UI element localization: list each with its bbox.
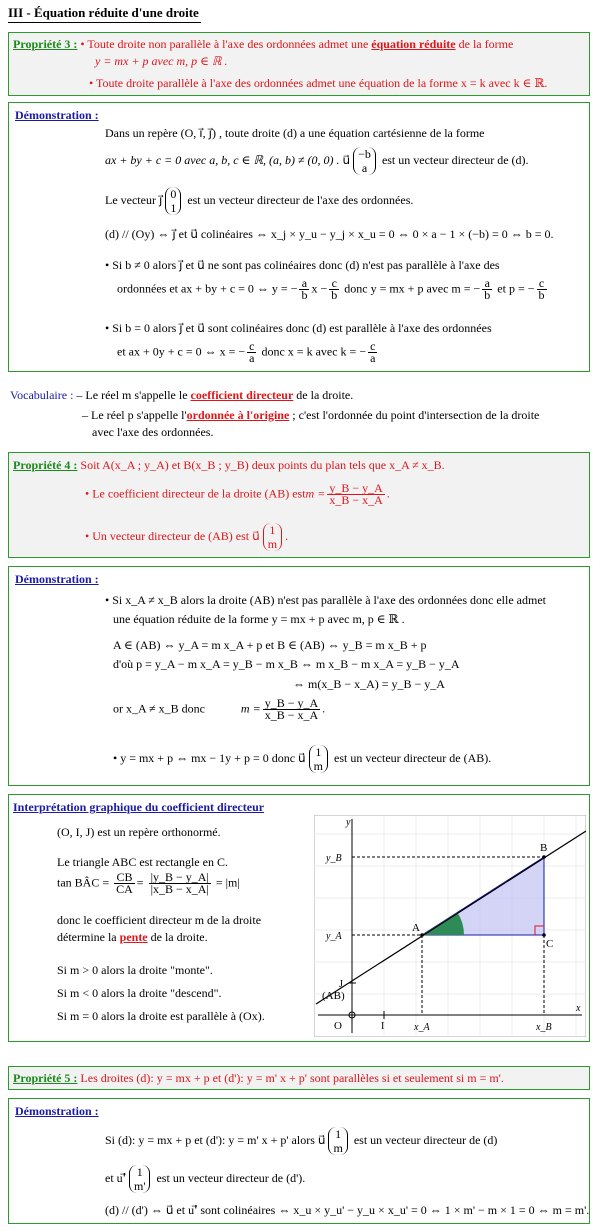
point-c	[542, 933, 546, 937]
vector-u-ab-demo: 1 m	[309, 745, 328, 773]
property-4-line-2: • Le coefficient directeur de la droite (AB) estm = $\frac{y\_B - y\_A}{x\_B - x\_A}$ .	[85, 481, 390, 507]
demo2-line-1: • Si x_A ≠ x_B alors la droite (AB) n'est pas parallèle à l'axe des ordonnées donc elle admet	[105, 593, 546, 607]
demo1-line-6: ordonnées et ax + by + c = 0 ⇔ y = − $\frac{a}{b}$ x − $\frac{c}{b}$ donc y = mx + p avec m = − $\frac{a}{b}$ et p = − $\frac{c}{b}$	[117, 276, 545, 302]
demonstration-3-box	[8, 1098, 590, 1224]
label-x-axis: x	[576, 1003, 581, 1014]
interp-line-5: détermine la pente de la droite.	[57, 930, 208, 944]
demo2-line-5: ⇔ m(x_B − x_A) = y_B − y_A	[293, 677, 445, 691]
interp-line-8: Si m = 0 alors la droite est parallèle à (Ox).	[57, 1009, 265, 1023]
property-5-label: Propriété 5 :	[13, 1071, 78, 1085]
interp-line-7: Si m < 0 alors la droite "descend".	[57, 986, 222, 1000]
demo3-line-3: (d) // (d') ⇔ u⃗ et u'⃗ sont colinéaires ⇔ x_u × y_u' − y_u × x_u' = 0 ⇔ 1 × m' − m × 1 = 0 ⇔ m = m'.	[105, 1203, 590, 1217]
interp-line-6: Si m > 0 alors la droite "monte".	[57, 963, 213, 977]
demo2-line-7: • y = mx + p ⇔ mx − 1y + p = 0 donc u⃗ 1 m est un vecteur directeur de (AB).	[113, 745, 492, 773]
cartesian-equation: ax + by + c = 0 avec a, b, c ∈ ℝ, (a, b) ≠ (0, 0) .	[105, 152, 340, 167]
demo1-line-1: Dans un repère (O, i⃗, j⃗) , toute droite (d) a une équation cartésienne de la forme	[105, 126, 485, 140]
vector-u-ab: 1 m	[263, 523, 282, 551]
title-underline	[8, 22, 201, 23]
label-b: B	[540, 842, 548, 854]
demo2-line-4: d'où p = y_A − m x_A = y_B − m x_B ⇔ m x_B − m x_A = y_B − y_A	[113, 657, 460, 671]
label-y-axis: y	[346, 817, 351, 828]
property-4-box	[8, 452, 590, 558]
label-ya: y_A	[326, 931, 342, 942]
property-3-bullet-2: • Toute droite parallèle à l'axe des ordonnées admet une équation de la forme x = k avec k ∈ ℝ.	[89, 76, 548, 90]
property-5-box	[8, 1066, 590, 1090]
demonstration-3-label: Démonstration :	[15, 1104, 99, 1118]
label-line-ab: (AB)	[322, 990, 345, 1002]
label-i: I	[381, 1021, 385, 1032]
vector-u-d: 1 m	[328, 1127, 347, 1155]
demonstration-1-label: Démonstration :	[15, 108, 99, 122]
vector-j: 0 1	[165, 187, 181, 215]
page-title: III - Équation réduite d'une droite	[8, 5, 199, 20]
graphic-interpretation-box	[8, 794, 590, 1042]
key-term-reduced-equation: équation réduite	[371, 37, 456, 51]
property-4-line-1: Soit A(x_A ; y_A) et B(x_B ; y_B) deux points du plan tels que x_A ≠ x_B.	[80, 458, 445, 472]
demo2-line-2: une équation réduite de la forme y = mx + p avec m, p ∈ ℝ .	[113, 612, 405, 626]
vocabulary-line-1: Vocabulaire : – Le réel m s'appelle le coefficient directeur de la droite.	[10, 388, 354, 402]
label-yb: y_B	[326, 853, 342, 864]
label-o: O	[334, 1020, 342, 1032]
slope-graph	[314, 815, 586, 1037]
demo2-line-3: A ∈ (AB) ⇔ y_A = m x_A + p et B ∈ (AB) ⇔ y_B = m x_B + p	[113, 638, 427, 652]
interp-line-4: donc le coefficient directeur m de la droite	[57, 913, 262, 927]
vocabulary-line-2: – Le réel p s'appelle l'ordonnée à l'origine ; c'est l'ordonnée du point d'intersection de la droite	[82, 408, 540, 422]
demo1-line-4: (d) // (Oy) ⇔ j⃗ et u⃗ colinéaires ⇔ x_j × y_u − y_j × x_u = 0 ⇔ 0 × a − 1 × (−b) = 0 ⇔ b = 0.	[105, 227, 554, 241]
demo1-line-3: Le vecteur j⃗ 0 1 est un vecteur directeur de l'axe des ordonnées.	[105, 187, 414, 215]
demo1-line-5: • Si b ≠ 0 alors j⃗ et u⃗ ne sont pas colinéaires donc (d) n'est pas parallèle à l'axe des	[105, 258, 500, 272]
graphic-interpretation-label: Interprétation graphique du coefficient directeur	[13, 800, 265, 814]
demo2-line-6: or x_A ≠ x_B donc m = $\frac{y\_B - y\_A}{x\_B - x\_A}$ .	[113, 696, 326, 722]
label-a: A	[412, 922, 420, 934]
property-4-label: Propriété 4 :	[13, 458, 78, 472]
interp-line-2: Le triangle ABC est rectangle en C.	[57, 855, 228, 869]
property-3-bullet-1: • Toute droite non parallèle à l'axe des ordonnées admet une	[80, 37, 369, 51]
property-3-bullet-1-end: de la forme	[458, 37, 514, 51]
demonstration-2-label: Démonstration :	[15, 572, 99, 586]
property-4-line-3: • Un vecteur directeur de (AB) est u⃗ 1 m .	[85, 523, 289, 551]
interp-line-1: (O, I, J) est un repère orthonormé.	[57, 825, 221, 839]
demo1-line-2: ax + by + c = 0 avec a, b, c ∈ ℝ, (a, b) ≠ (0, 0) . u⃗ −b a est un vecteur directeur de (d).	[105, 147, 529, 175]
demo3-line-2: et u'⃗ 1 m' est un vecteur directeur de (d').	[105, 1165, 306, 1193]
label-c: C	[546, 938, 554, 950]
demonstration-1-box	[8, 102, 590, 372]
key-term-intercept: ordonnée à l'origine	[186, 408, 290, 422]
demo1-line-8: et ax + 0y + c = 0 ⇔ x = − $\frac{c}{a}$ donc x = k avec k = − $\frac{c}{a}$	[117, 339, 376, 365]
interp-line-3: tan BÂC = $\frac{CB}{CA}$ = $\frac{|y\_B - y\_A|}{|x\_B - x\_A|}$ = |m|	[57, 870, 240, 896]
label-xb: x_B	[536, 1022, 552, 1033]
property-3-box	[8, 32, 590, 96]
demo1-line-7: • Si b = 0 alors j⃗ et u⃗ sont colinéaires donc (d) est parallèle à l'axe des ordonnées	[105, 321, 492, 335]
demo1-line-2-end: est un vecteur directeur de (d).	[381, 152, 529, 167]
property-3-label: Propriété 3 :	[13, 37, 78, 51]
demo3-line-1: Si (d): y = mx + p et (d'): y = m' x + p' alors u⃗ 1 m est un vecteur directeur de (d)	[105, 1127, 498, 1155]
vector-u-prime: 1 m'	[129, 1165, 151, 1193]
point-a	[420, 933, 424, 937]
point-b	[542, 855, 546, 859]
vocabulary-label: Vocabulaire :	[10, 388, 74, 402]
key-term-slope: coefficient directeur	[190, 388, 294, 402]
key-term-pente: pente	[119, 930, 148, 944]
vocabulary-line-3: avec l'axe des ordonnées.	[92, 425, 214, 439]
property-3-form: y = mx + p avec m, p ∈ ℝ .	[95, 54, 228, 68]
label-j: J	[339, 979, 343, 990]
label-xa: x_A	[414, 1022, 430, 1033]
vector-u: −b a	[353, 147, 376, 175]
demonstration-2-box	[8, 566, 590, 786]
property-5-text: Les droites (d): y = mx + p et (d'): y = m' x + p' sont parallèles si et seulement si m = m'.	[80, 1071, 504, 1085]
